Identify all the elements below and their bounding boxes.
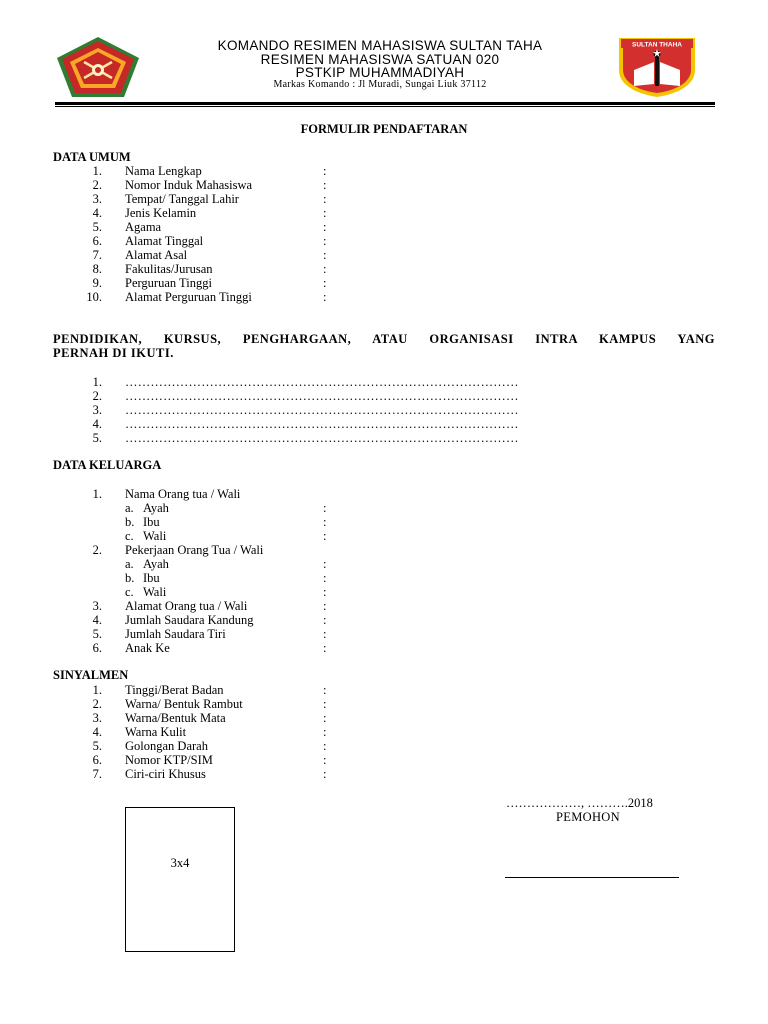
form-row: [0, 753, 768, 767]
field-colon: :: [323, 262, 327, 276]
field-colon: :: [323, 767, 327, 781]
form-row: [0, 178, 768, 192]
field-label: Warna Kulit: [125, 725, 187, 739]
item-number: 4.: [92, 417, 102, 431]
field-colon: :: [323, 192, 327, 206]
field-colon: :: [323, 683, 327, 697]
form-row: [0, 627, 768, 641]
item-number: 4.: [92, 725, 102, 739]
field-label: Tinggi/Berat Badan: [125, 683, 224, 697]
svg-text:SULTAN THAHA: SULTAN THAHA: [632, 41, 682, 49]
field-label: Jumlah Saudara Kandung: [125, 613, 254, 627]
sultan-thaha-shield-logo: [616, 36, 698, 98]
form-row: [0, 557, 768, 571]
form-row: [0, 262, 768, 276]
field-colon: :: [323, 178, 327, 192]
header-line-1: KOMANDO RESIMEN MAHASISWA SULTAN TAHA: [217, 38, 543, 53]
field-colon: :: [323, 515, 327, 529]
form-row: [0, 599, 768, 613]
field-label: Tempat/ Tanggal Lahir: [125, 192, 239, 206]
section-heading-data-keluarga: DATA KELUARGA: [53, 458, 162, 472]
section-heading-data-umum: DATA UMUM: [53, 150, 131, 164]
field-colon: :: [323, 501, 327, 515]
item-number: 3.: [92, 711, 102, 725]
form-row: [0, 164, 768, 178]
form-row: [0, 403, 768, 417]
item-number: 2.: [92, 389, 102, 403]
item-number: 3.: [92, 599, 102, 613]
form-row: [0, 192, 768, 206]
fill-in-dots: …………………………………………………………………………………: [125, 403, 519, 417]
form-row: [0, 725, 768, 739]
field-colon: :: [323, 697, 327, 711]
field-label: Anak Ke: [125, 641, 170, 655]
form-row: [0, 234, 768, 248]
item-number: 5.: [92, 739, 102, 753]
sub-item-letter: b.: [125, 571, 135, 585]
sub-item-letter: b.: [125, 515, 135, 529]
form-row: [0, 529, 768, 543]
field-colon: :: [323, 599, 327, 613]
item-number: 7.: [92, 248, 102, 262]
field-colon: :: [323, 571, 327, 585]
header-address: Markas Komando : Jl Muradi, Sungai Liuk 37112: [273, 79, 487, 90]
field-label: Fakulitas/Jurusan: [125, 262, 213, 276]
komando-emblem-logo: [56, 36, 140, 98]
sub-item-letter: c.: [125, 585, 134, 599]
field-colon: :: [323, 164, 327, 178]
header-divider-thin: [55, 106, 715, 107]
item-number: 6.: [92, 753, 102, 767]
field-label: Ciri-ciri Khusus: [125, 767, 206, 781]
form-row: [0, 585, 768, 599]
form-row: [0, 571, 768, 585]
fill-in-dots: …………………………………………………………………………………: [125, 431, 519, 445]
form-row: [0, 501, 768, 515]
fill-in-dots: …………………………………………………………………………………: [125, 389, 519, 403]
item-number: 3.: [92, 403, 102, 417]
sub-field-label: Wali: [143, 529, 167, 543]
item-number: 10.: [86, 290, 102, 304]
item-number: 5.: [92, 627, 102, 641]
section-heading-pendidikan: PENDIDIKAN, KURSUS, PENGHARGAAN, ATAU ORGANISASI INTRA KAMPUS YANG: [53, 332, 715, 346]
form-row: [0, 375, 768, 389]
item-number: 8.: [92, 262, 102, 276]
field-colon: :: [323, 234, 327, 248]
form-row: [0, 431, 768, 445]
sub-field-label: Ayah: [143, 501, 169, 515]
field-colon: :: [323, 220, 327, 234]
applicant-label: PEMOHON: [556, 810, 620, 824]
form-row: [0, 641, 768, 655]
form-row: [0, 613, 768, 627]
field-label: Nomor Induk Mahasiswa: [125, 178, 253, 192]
field-label: Nama Orang tua / Wali: [125, 487, 241, 501]
place-date-line: ………………, ……….2018: [506, 796, 653, 810]
form-row: [0, 697, 768, 711]
header-divider-thick: [55, 102, 715, 105]
form-row: [0, 276, 768, 290]
item-number: 2.: [92, 697, 102, 711]
signature-line: [505, 877, 679, 878]
field-colon: :: [323, 290, 327, 304]
item-number: 9.: [92, 276, 102, 290]
form-row: [0, 543, 768, 557]
field-colon: :: [323, 739, 327, 753]
header-line-3: PSTKIP MUHAMMADIYAH: [295, 65, 465, 80]
field-colon: :: [323, 725, 327, 739]
sub-item-letter: c.: [125, 529, 134, 543]
sub-item-letter: a.: [125, 501, 134, 515]
field-label: Golongan Darah: [125, 739, 208, 753]
field-label: Jumlah Saudara Tiri: [125, 627, 226, 641]
form-title: FORMULIR PENDAFTARAN: [300, 122, 468, 136]
field-colon: :: [323, 613, 327, 627]
field-colon: :: [323, 753, 327, 767]
item-number: 6.: [92, 234, 102, 248]
header-line-2: RESIMEN MAHASISWA SATUAN 020: [260, 52, 500, 67]
field-colon: :: [323, 641, 327, 655]
fill-in-dots: …………………………………………………………………………………: [125, 375, 519, 389]
photo-box: [125, 807, 235, 952]
form-row: [0, 248, 768, 262]
field-colon: :: [323, 557, 327, 571]
item-number: 5.: [92, 431, 102, 445]
sub-field-label: Ayah: [143, 557, 169, 571]
sub-item-letter: a.: [125, 557, 134, 571]
field-label: Warna/Bentuk Mata: [125, 711, 226, 725]
item-number: 1.: [92, 164, 102, 178]
field-colon: :: [323, 276, 327, 290]
item-number: 7.: [92, 767, 102, 781]
sub-field-label: Wali: [143, 585, 167, 599]
form-row: [0, 739, 768, 753]
field-label: Perguruan Tinggi: [125, 276, 212, 290]
item-number: 4.: [92, 613, 102, 627]
field-label: Agama: [125, 220, 162, 234]
section-heading-pendidikan-cont: PERNAH DI IKUTI.: [53, 346, 174, 360]
form-row: [0, 206, 768, 220]
item-number: 6.: [92, 641, 102, 655]
field-label: Alamat Asal: [125, 248, 188, 262]
section-heading-sinyalmen: SINYALMEN: [53, 668, 129, 682]
form-row: [0, 487, 768, 501]
item-number: 3.: [92, 192, 102, 206]
form-row: [0, 220, 768, 234]
item-number: 5.: [92, 220, 102, 234]
field-label: Nomor KTP/SIM: [125, 753, 213, 767]
field-label: Alamat Orang tua / Wali: [125, 599, 248, 613]
field-label: Pekerjaan Orang Tua / Wali: [125, 543, 264, 557]
item-number: 4.: [92, 206, 102, 220]
form-row: [0, 389, 768, 403]
field-colon: :: [323, 248, 327, 262]
field-colon: :: [323, 206, 327, 220]
fill-in-dots: …………………………………………………………………………………: [125, 417, 519, 431]
field-label: Alamat Tinggal: [125, 234, 204, 248]
item-number: 1.: [92, 683, 102, 697]
form-row: [0, 515, 768, 529]
form-row: [0, 290, 768, 304]
sub-field-label: Ibu: [143, 515, 160, 529]
form-row: [0, 417, 768, 431]
field-colon: :: [323, 529, 327, 543]
item-number: 1.: [92, 375, 102, 389]
field-label: Warna/ Bentuk Rambut: [125, 697, 243, 711]
item-number: 2.: [92, 178, 102, 192]
form-row: [0, 711, 768, 725]
item-number: 1.: [92, 487, 102, 501]
field-colon: :: [323, 585, 327, 599]
field-label: Alamat Perguruan Tinggi: [125, 290, 252, 304]
photo-size-label: 3x4: [170, 856, 190, 870]
form-row: [0, 767, 768, 781]
field-colon: :: [323, 627, 327, 641]
sub-field-label: Ibu: [143, 571, 160, 585]
field-label: Nama Lengkap: [125, 164, 202, 178]
form-row: [0, 683, 768, 697]
item-number: 2.: [92, 543, 102, 557]
field-label: Jenis Kelamin: [125, 206, 197, 220]
field-colon: :: [323, 711, 327, 725]
